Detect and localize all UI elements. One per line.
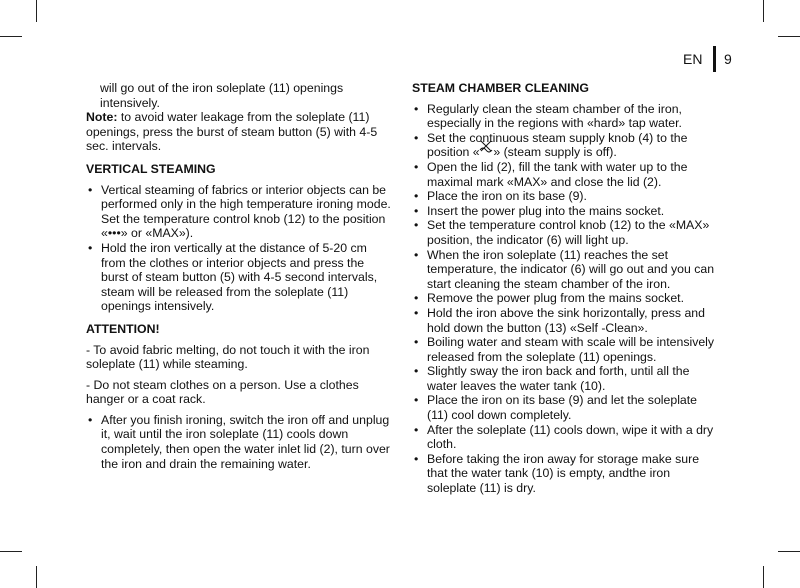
list-item: • Hold the iron vertically at the distance of 5-20 cm from the clothes or interior objects and press the burst of steam button (5) with 4-5 second intervals, steam will be released from the soleplate (11) openings intensively. (86, 241, 392, 314)
list-item-text: » (steam supply is off). (493, 145, 617, 160)
note-paragraph (86, 110, 392, 154)
header-divider (713, 46, 716, 72)
right-column (412, 81, 718, 496)
after-ironing-list (86, 413, 392, 471)
note-label: Note: (86, 110, 118, 125)
list-item: • Hold the iron above the sink horizontally, press and hold down the button (13) «Self -Clean». (412, 306, 718, 335)
crop-mark (778, 551, 800, 552)
crop-mark (36, 566, 37, 588)
page-number: 9 (724, 51, 732, 67)
continued-text: will go out of the iron soleplate (11) openings intensively. (100, 81, 344, 110)
list-item-text: Set the continuous steam supply knob (4) to the position « (427, 130, 688, 160)
crop-mark (0, 551, 22, 552)
list-item: • Place the iron on its base (9) and let the soleplate (11) cool down completely. (412, 393, 718, 422)
list-item: • After the soleplate (11) cools down, wipe it with a dry cloth. (412, 423, 718, 452)
attention-paragraph: - To avoid fabric melting, do not touch it with the iron soleplate (11) while steaming. (86, 342, 370, 372)
list-item: • Set the temperature control knob (12) to the «MAX» position, the indicator (6) will light up. (412, 218, 718, 247)
list-item: • Boiling water and steam with scale will be intensively released from the soleplate (11) openings. (412, 335, 718, 364)
list-item: • Place the iron on its base (9). (412, 189, 718, 204)
language-code: EN (683, 51, 703, 67)
steam-chamber-cleaning-heading: STEAM CHAMBER CLEANING (412, 81, 589, 95)
list-item: • Open the lid (2), fill the tank with water up to the maximal mark «MAX» and close the lid (2). (412, 160, 718, 189)
list-item: • Regularly clean the steam chamber of the iron, especially in the regions with «hard» tap water. (412, 102, 718, 131)
list-item: • Insert the power plug into the mains socket. (412, 204, 718, 219)
steam-off-icon (480, 145, 494, 160)
crop-mark (778, 36, 800, 37)
list-item: • Before taking the iron away for storage make sure that the water tank (10) is empty, andthe iron soleplate (11) is dry. (412, 452, 718, 496)
list-item: • When the iron soleplate (11) reaches the set temperature, the indicator (6) will go out and you can start cleaning the steam chamber of the iron. (412, 248, 718, 292)
left-column (86, 81, 392, 471)
vertical-steaming-list (86, 183, 392, 314)
crop-mark (763, 566, 764, 588)
note-text: to avoid water leakage from the soleplate (11) openings, press the burst of steam button (5) with 4-5 sec. intervals. (86, 110, 378, 154)
crop-mark (36, 0, 37, 22)
cleaning-steps-list (412, 102, 718, 496)
list-item: • Remove the power plug from the mains socket. (412, 291, 718, 306)
attention-paragraph: - Do not steam clothes on a person. Use a clothes hanger or a coat rack. (86, 377, 359, 407)
crop-mark (763, 0, 764, 22)
list-item (412, 131, 718, 160)
list-item: • Slightly sway the iron back and forth, until all the water leaves the water tank (10). (412, 364, 718, 393)
crop-mark (0, 36, 22, 37)
vertical-steaming-heading: VERTICAL STEAMING (86, 161, 216, 176)
attention-heading: ATTENTION! (86, 321, 160, 336)
list-item: • After you finish ironing, switch the iron off and unplug it, wait until the iron soleplate (11) cools down completely, then open the water inlet lid (2), turn over the iron and drain the remaining water. (86, 413, 392, 471)
list-item: • Vertical steaming of fabrics or interior objects can be performed only in the high temperature ironing mode. Set the temperature control knob (12) to the position «•••» or «MAX»). (86, 183, 392, 241)
